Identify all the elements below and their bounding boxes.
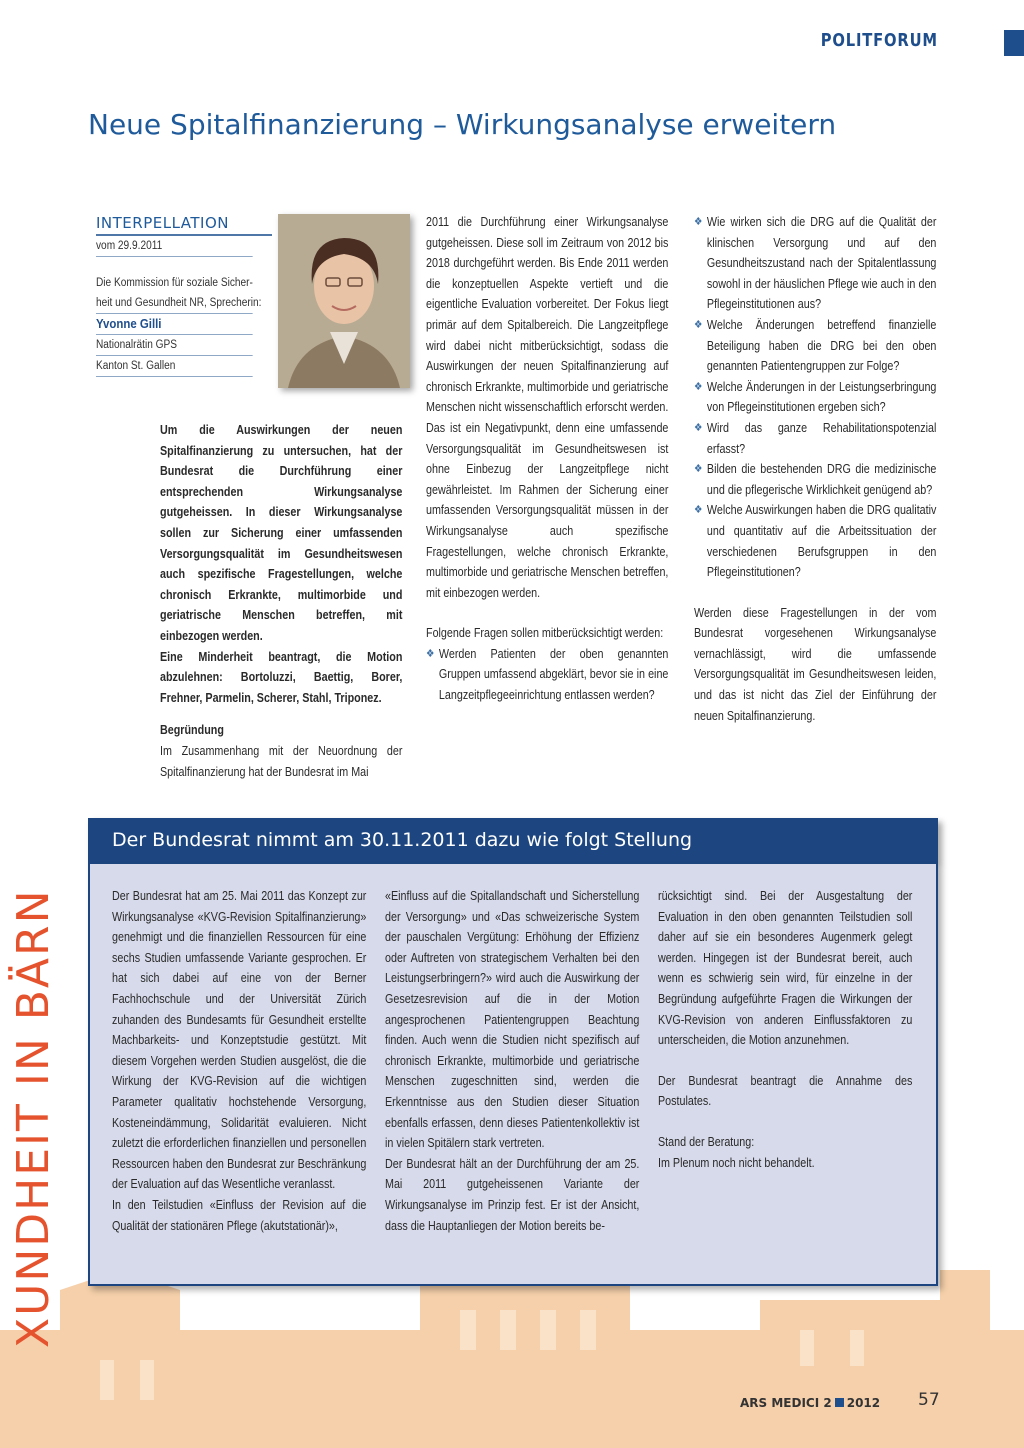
- statement-column-2: [385, 886, 640, 1236]
- statement-c3-proposal: Der Bundesrat beantragt die Annahme des Postulates.: [658, 1073, 913, 1109]
- statement-c1-paragraph-1: Der Bundesrat hat am 25. Mai 2011 das Konzept zur Wirkungsanalyse «KVG-Revision Spitalfinanzierung» genehmigt und die finanziellen Ressourcen für eine sechs Studien umfassende Variante gesprochen. Er hat sich dabei auf eine von der Berner Fachhochschule und der Universität Zürich zuhanden des Bundesamts für Gesundheit erstellte Machbarkeits- und Konzeptstudie gestützt. Mit diesem Vorgehen werden Studien ausgelöst, die die Wirkung der KVG-Revision auf die wichtigen Parameter qualitativ hochstehende Versorgung, Kosteneindämmung, Solidarität evaluieren. Nicht zuletzt die erforderlichen finanziellen und personellen Ressourcen haben den Bundesrat zur Beschränkung der Evaluation auf das Wesentliche veranlasst.: [112, 889, 367, 1192]
- bern-skyline-illustration: [0, 1270, 1024, 1448]
- question-4: Welche Änderungen in der Leistungserbringung von Pflegeinstitutionen ergeben sich?: [706, 379, 937, 415]
- speaker-canton: Kanton St. Gallen: [96, 356, 253, 377]
- diamond-bullet-icon: ❖: [694, 318, 703, 331]
- statement-column-1: [112, 886, 367, 1236]
- commission-line-1: Die Kommission für soziale Sicher-: [96, 277, 253, 289]
- diamond-bullet-icon: ❖: [694, 504, 703, 517]
- section-marker: [1004, 30, 1024, 56]
- reasoning-heading: Begründung: [160, 723, 224, 738]
- reasoning-text: Im Zusammenhang mit der Neuordnung der Spitalfinanzierung hat der Bundesrat im Mai: [160, 743, 403, 779]
- question-2: Wie wirken sich die DRG auf die Qualität der klinischen Versorgung und auf den Gesundheitszustand nach der Spitalentlassung sowohl in der häuslichen Pflege wie auch in den Pflegeinstitutionen aus?: [706, 215, 937, 312]
- question-7: Welche Auswirkungen haben die DRG qualitativ und quantitativ auf die Arbeitssituation der verschiedenen Berufsgruppen in den Pflegeinstitutionen?: [706, 503, 937, 580]
- question-1: Werden Patienten der oben genannten Gruppen umfassend abgeklärt, bevor sie in eine Langzeitpflegeeinrichtung entlassen werden?: [438, 646, 669, 703]
- diamond-bullet-icon: ❖: [694, 421, 703, 434]
- question-6: Bilden die bestehenden DRG die medizinische und die pflegerische Wirklichkeit genügend ab?: [706, 462, 937, 497]
- col2-paragraph-2: Folgende Fragen sollen mitberücksichtigt werden:: [426, 626, 664, 641]
- list-item: [694, 315, 936, 377]
- list-item: [694, 212, 936, 315]
- interpellation-meta: [96, 214, 276, 377]
- col3-closing: Werden diese Fragestellungen in der vom Bundesrat vorgesehenen Wirkungsanalyse vernachlässigt, wird die umfassende Versorgungsqualität im Gesundheitswesen leiden, und das ist nicht das Ziel der Einführung der neuen Spitalfinanzierung.: [694, 605, 937, 723]
- interpellation-kind: INTERPELLATION: [96, 214, 272, 236]
- diamond-bullet-icon: ❖: [694, 463, 703, 476]
- magazine-year: 2012: [846, 1396, 881, 1410]
- intro-column: [160, 420, 403, 782]
- intro-minority: Eine Minderheit beantragt, die Motion abzulehnen: Bortoluzzi, Baettig, Borer, Frehner, Parmelin, Scherer, Stahl, Triponez.: [160, 649, 403, 705]
- statement-c2-paragraph-1: «Einfluss auf die Spitallandschaft und Sicherstellung der Versorgung» und «Das schweizerische System der pauschalen Vergütung: Erhöhung der Effizienz oder Auftreten von strategischem Verhalten bei den Leistungserbringern?» wird auch die Auswirkung der Gesetzesrevision auf die in der Motion angesprochenen Patientengruppen Beachtung finden. Auch wenn die Studien nicht spezifisch auf chronisch Erkrankte, multimorbide und geriatrische Menschen zugeschnitten sind, werden die Erkenntnisse aus den Studien dieser Situation ebenfalls erfassen, denn dieses Patientenkollektiv ist in vielen Spitälern stark vertreten.: [385, 889, 640, 1151]
- intro-lead: Um die Auswirkungen der neuen Spitalfinanzierung zu untersuchen, hat der Bundesrat die Durchführung einer entsprechenden Wirkungsanalyse gutgeheissen. In dieser Wirkungsanalyse sollen zur Sicherung einer umfassenden Versorgungsqualität im Gesundheitswesen auch spezifische Fragestellungen, welche chronisch Erkrankte, multimorbide und geriatrische Menschen betreffen, mit einbezogen werden.: [160, 423, 403, 643]
- commission-line-2: heit und Gesundheit NR, Sprecherin:: [96, 293, 253, 314]
- list-item: [694, 500, 936, 582]
- magazine-name: ARS MEDICI 2: [740, 1396, 832, 1410]
- diamond-bullet-icon: ❖: [694, 216, 703, 228]
- statement-c3-paragraph-1: rücksichtigt sind. Bei der Ausgestaltung der Evaluation in den oben genannten Teilstudien soll daher auf sie ein besonderes Augenmerk gelegt werden. Hingegen ist der Bundesrat bereit, auch wenn es schwierig sein wird, für einzelne in der Begründung aufgeführte Fragen die Wirkungen der KVG-Revision von anderen Einflussfaktoren zu unterscheiden, die Motion anzunehmen.: [658, 889, 913, 1048]
- statement-column-3: [658, 886, 913, 1173]
- col2-paragraph-1: 2011 die Durchführung einer Wirkungsanalyse gutgeheissen. Diese soll im Zeitraum von 2012 bis 2018 durchgeführt werden. Bis Ende 2011 werden die konzeptuellen Aspekte vertieft und die eigentliche Evaluation vorbereitet. Der Fokus liegt primär auf dem Spitalbereich. Die Langzeitpflege wird dabei nicht mitberücksichtigt, sodass die Auswirkungen der neuen Spitalfinanzierung auf chronisch Erkrankte, multimorbide und geriatrische Menschen nicht wissenschaftlich erforscht werden. Das ist ein Negativpunkt, denn eine umfassende Versorgungsqualität im Gesundheitswesen ist ohne Einbezug der Langzeitpflege nicht gewährleistet. Im Rahmen der Sicherung einer umfassenden Versorgungsqualität müssen in der Wirkungsanalyse auch spezifische Fragestellungen, welche chronisch Erkrankte, multimorbide und geriatrische Menschen betreffen, mit einbezogen werden.: [426, 215, 669, 600]
- diamond-bullet-icon: ❖: [694, 380, 703, 393]
- list-item: [694, 377, 936, 418]
- list-item: [426, 644, 668, 706]
- statement-c2-paragraph-2: Der Bundesrat hält an der Durchführung der am 25. Mai 2011 gutgeheissenen Variante der Wirkungsanalyse im Prinzip fest. Er ist der Ansicht, dass die Hauptanliegen der Motion bereits be-: [385, 1156, 640, 1233]
- interpellation-date: vom 29.9.2011: [96, 236, 253, 257]
- question-3: Welche Änderungen betreffend finanzielle Beteiligung haben die DRG bei den oben genannten Patientengruppen zur Folge?: [706, 317, 937, 374]
- list-item: [694, 418, 936, 459]
- diamond-bullet-icon: ❖: [426, 647, 435, 660]
- list-item: [694, 459, 936, 500]
- speaker-role: Nationalrätin GPS: [96, 335, 253, 356]
- speaker-photo: [278, 214, 410, 388]
- footer-magazine: [740, 1396, 880, 1410]
- body-column-2: [426, 212, 669, 706]
- section-label: POLITFORUM: [820, 30, 938, 51]
- statement-header: [88, 818, 938, 864]
- page-title: Neue Spitalfinanzierung – Wirkungsanalyse erweitern: [88, 108, 837, 141]
- speaker-name: Yvonne Gilli: [96, 314, 253, 335]
- page-number: 57: [918, 1390, 940, 1410]
- question-5: Wird das ganze Rehabilitationspotenzial erfasst?: [706, 420, 937, 456]
- body-column-3: [694, 212, 937, 726]
- status-label: Stand der Beratung:: [658, 1134, 755, 1149]
- status-text: Im Plenum noch nicht behandelt.: [658, 1155, 815, 1170]
- statement-heading: Der Bundesrat nimmt am 30.11.2011 dazu wie folgt Stellung: [112, 829, 693, 851]
- square-separator-icon: [835, 1398, 844, 1407]
- side-title: XUNDHEIT IN BÄRN: [8, 888, 59, 1348]
- statement-c1-paragraph-2: In den Teilstudien «Einfluss der Revision auf die Qualität der stationären Pflege (akutstationär)»,: [112, 1197, 367, 1233]
